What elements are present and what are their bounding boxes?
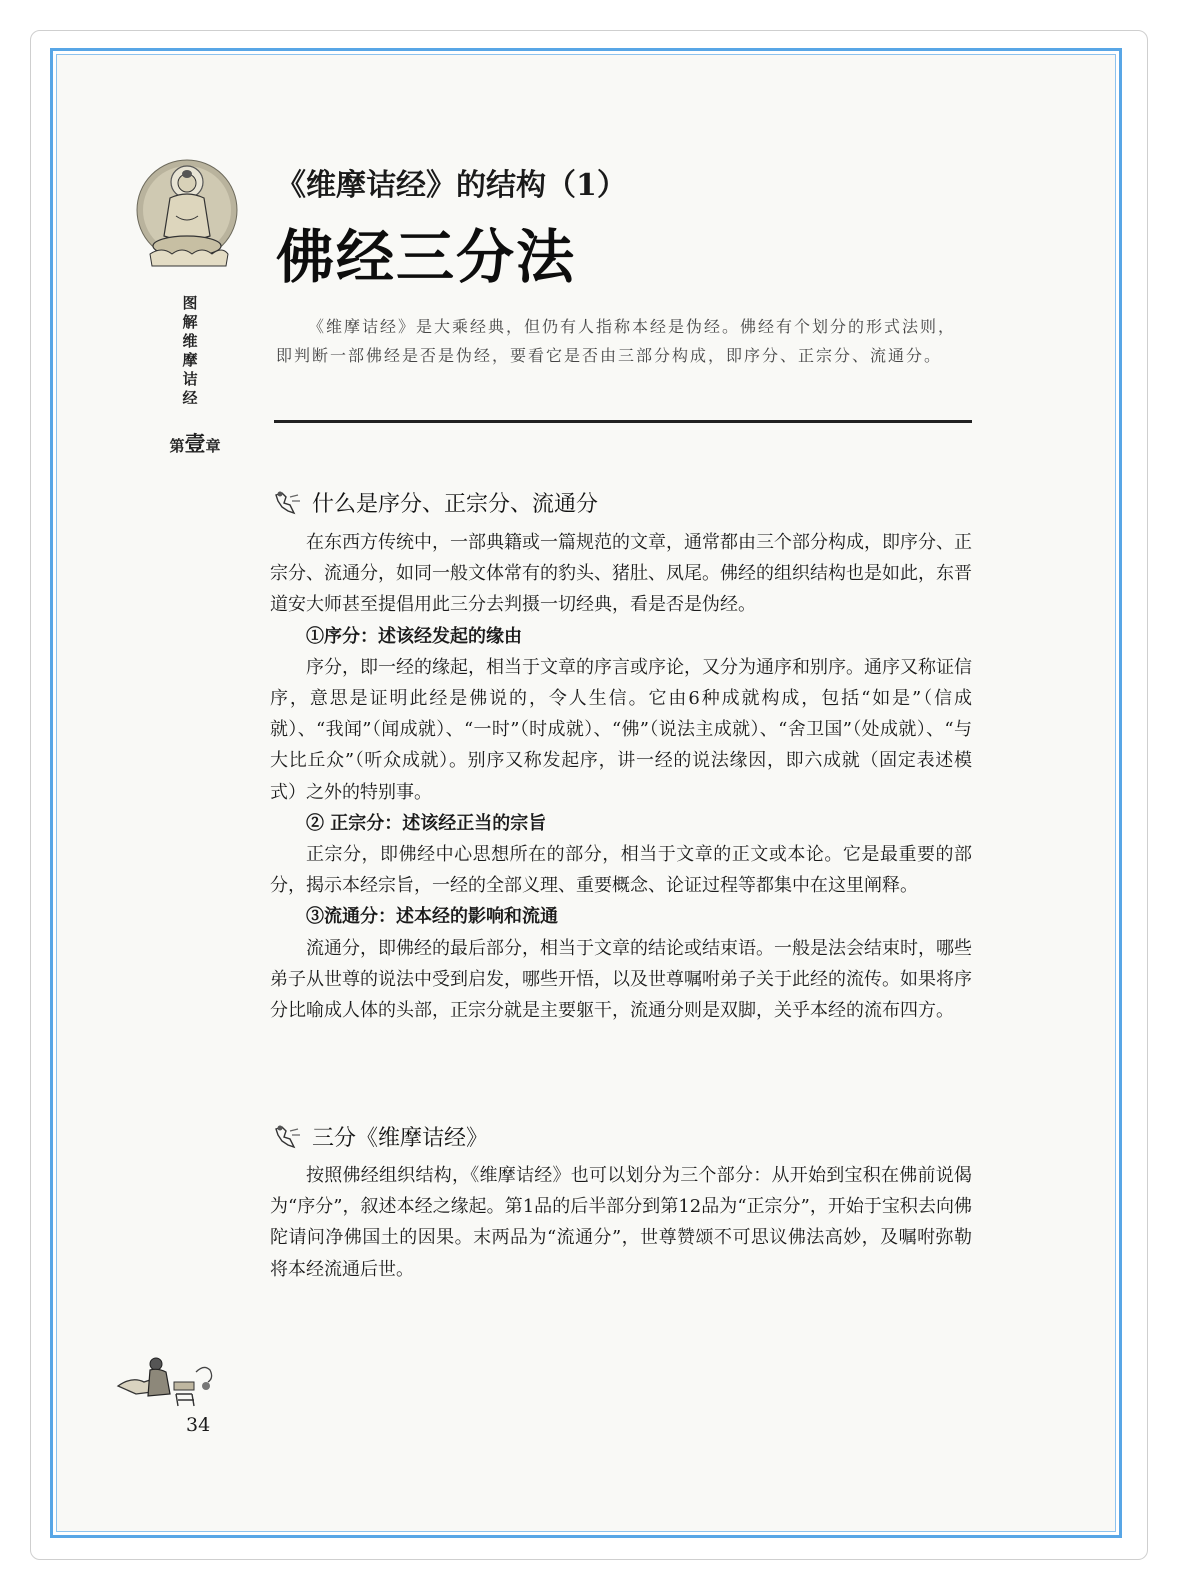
page-title: 佛经三分法 [276, 223, 577, 291]
intro-paragraph: 《维摩诘经》是大乘经典，但仍有人指称本经是伪经。佛经有个划分的形式法则，即判断一部佛经是否是伪经，要看它是否由三部分构成，即序分、正宗分、流通分。 [276, 317, 957, 365]
body-paragraph: 在东西方传统中，一部典籍或一篇规范的文章，通常都由三个部分构成，即序分、正宗分、流通分，如同一般文体常有的豹头、猪肚、凤尾。佛经的组织结构也是如此，东晋道安大师甚至提倡用此三分去判摄一切经典，看是否是伪经。 [270, 532, 972, 616]
section-heading-1 [272, 487, 598, 518]
divider-rule [274, 420, 972, 423]
side-chapter-label [160, 428, 230, 458]
section-2-body [270, 1160, 972, 1285]
page-subtitle: 《维摩诘经》的结构（1） [276, 168, 627, 203]
sage-figure-icon [272, 1123, 304, 1151]
chapter-suffix: 章 [205, 437, 221, 455]
side-title-char: 解 [182, 313, 198, 331]
body-paragraph: 正宗分，即佛经中心思想所在的部分，相当于文章的正文或本论。它是最重要的部分，揭示本经宗旨，一经的全部义理、重要概念、论证过程等都集中在这里阐释。 [270, 844, 972, 897]
subsection-heading: ③流通分：述本经的影响和流通 [306, 906, 558, 928]
section-1-body [270, 527, 972, 1026]
body-paragraph: 流通分，即佛经的最后部分，相当于文章的结论或结束语。一般是法会结束时，哪些弟子从世尊的说法中受到启发，哪些开悟，以及世尊嘱咐弟子关于此经的流传。如果将序分比喻成人体的头部，正宗分就是主要躯干，流通分则是双脚，关乎本经的流布四方。 [270, 937, 972, 1022]
section-heading-2 [272, 1121, 488, 1152]
page-number: 34 [186, 1414, 211, 1436]
sage-figure-icon [272, 489, 304, 517]
body-paragraph: 序分，即一经的缘起，相当于文章的序言或序论，又分为通序和别序。通序又称证信序，意思是证明此经是佛说的，令人生信。它由6种成就构成，包括“如是”（信成就）、“我闻”（闻成就）、“一时”（时成就）、“佛”（说法主成就）、“舍卫国”（处成就）、“与大比丘众”（听众成就）。别序又称发起序，讲一经的说法缘因，即六成就（固定表述模式）之外的特别事。 [270, 656, 972, 803]
subsection-heading: ② 正宗分：述该经正当的宗旨 [306, 812, 547, 834]
side-title-char: 维 [182, 332, 198, 350]
side-title-char: 诘 [182, 370, 198, 388]
side-book-title [178, 294, 202, 408]
side-title-char: 图 [182, 294, 198, 312]
section-heading-1-text: 什么是序分、正宗分、流通分 [312, 492, 599, 517]
section-heading-2-text: 三分《维摩诘经》 [312, 1126, 489, 1151]
body-paragraph: 按照佛经组织结构，《维摩诘经》也可以划分为三个部分：从开始到宝积在佛前说偈为“序分”，叙述本经之缘起。第1品的后半部分到第12品为“正宗分”，开始于宝积去向佛陀请问净佛国土的因果。末两品为“流通分”，世尊赞颂不可思议佛法高妙，及嘱咐弥勒将本经流通后世。 [270, 1165, 972, 1280]
side-title-char: 摩 [182, 351, 198, 369]
subsection-heading: ①序分：述该经发起的缘由 [306, 625, 522, 647]
scholar-scene-icon [112, 1342, 222, 1412]
chapter-prefix: 第 [169, 437, 185, 455]
chapter-number: 壹 [184, 431, 206, 456]
side-title-char: 经 [182, 389, 198, 407]
buddha-medallion-icon [132, 150, 242, 280]
